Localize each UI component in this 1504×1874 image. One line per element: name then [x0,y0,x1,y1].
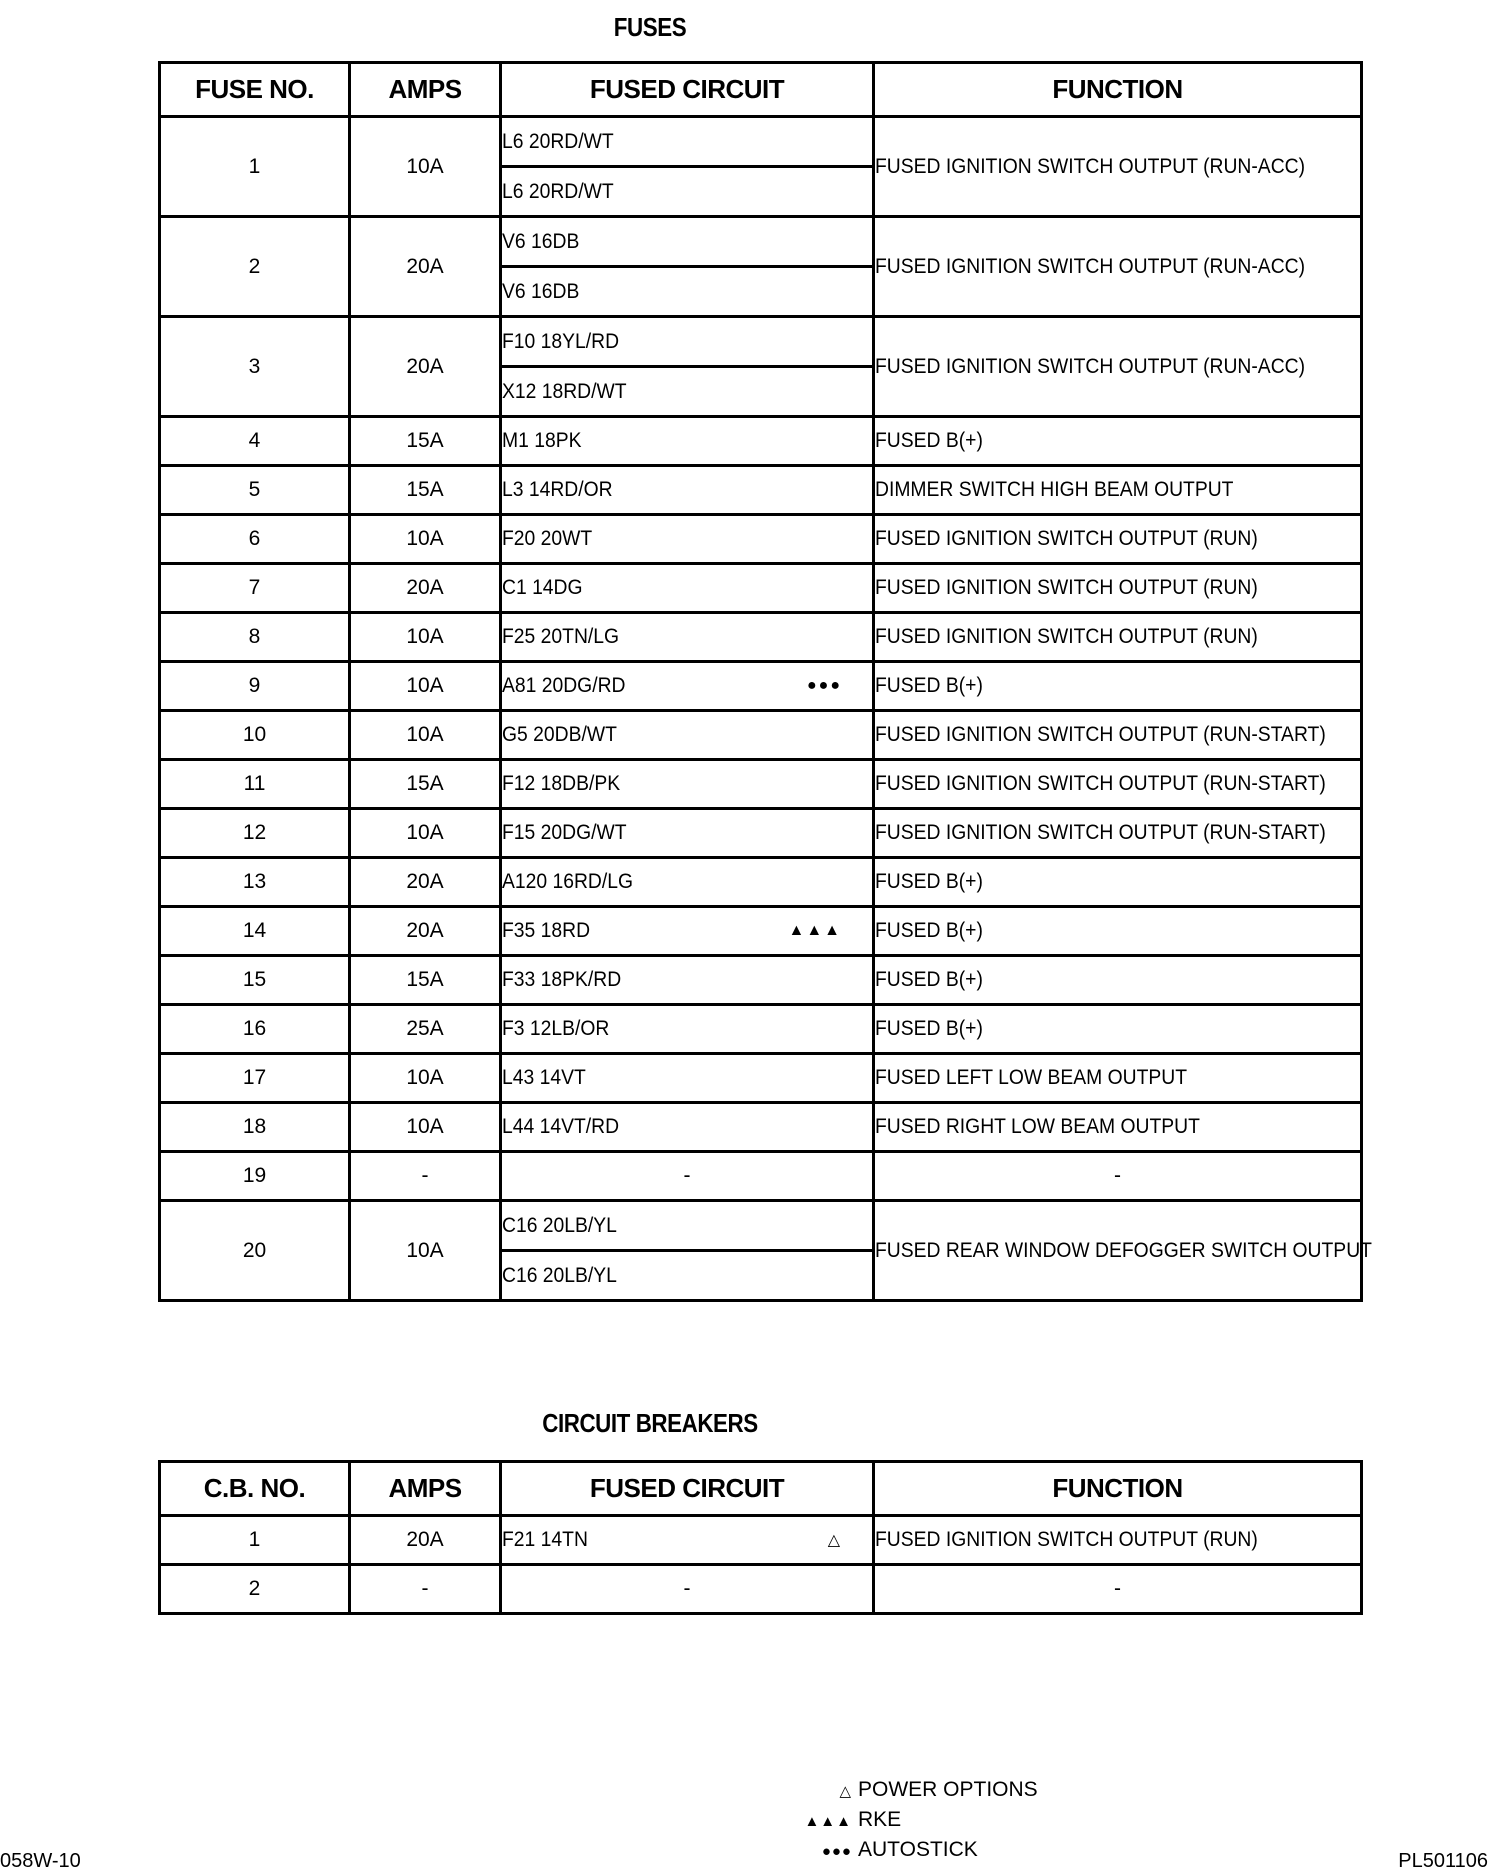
function-text: FUSED B(+) [875,1017,983,1040]
option-marker-icon: △ [827,1532,842,1549]
fused-circuit-code: X12 18RD/WT [502,379,627,403]
triple-triangle-icon: ▲▲▲ [804,1813,852,1830]
function-text: FUSED IGNITION SWITCH OUTPUT (RUN) [875,625,1258,648]
fused-circuit-cell [501,317,874,367]
function-cell [874,515,1362,564]
amps-cell: 10A [350,1201,501,1301]
function-text: DIMMER SWITCH HIGH BEAM OUTPUT [875,478,1234,501]
table-row [160,1103,1362,1152]
row-number-cell: 3 [160,317,350,417]
table-row [160,1005,1362,1054]
fused-circuit-code: M1 18PK [502,429,582,452]
table-row [160,1201,1362,1251]
fused-circuit-cell [501,1251,874,1301]
function-cell [874,1054,1362,1103]
table-row [160,809,1362,858]
table-row [160,515,1362,564]
fused-circuit-code: L3 14RD/OR [502,478,613,501]
legend-label: RKE [858,1808,902,1831]
amps-cell: 25A [350,1005,501,1054]
table-row [160,1054,1362,1103]
fused-circuit-cell [501,613,874,662]
header-fuse-no: FUSE NO. [160,63,350,117]
table-row [160,907,1362,956]
function-cell [874,564,1362,613]
amps-cell: 10A [350,809,501,858]
row-number-cell: 1 [160,1516,350,1565]
function-text: FUSED B(+) [875,870,983,893]
triangle-outline-icon: △ [839,1783,852,1800]
function-cell [874,907,1362,956]
triple-dot-icon: ●●● [821,1843,852,1860]
fused-circuit-code: F33 18PK/RD [502,968,622,991]
header-fused-circuit: FUSED CIRCUIT [501,63,874,117]
function-text: FUSED REAR WINDOW DEFOGGER SWITCH OUTPUT [875,1238,1372,1262]
row-number-cell: 4 [160,417,350,466]
fused-circuit-cell [501,711,874,760]
fused-circuit-code: V6 16DB [502,229,580,253]
amps-cell: 20A [350,317,501,417]
fused-circuit-code: C1 14DG [502,576,583,599]
table-row [160,564,1362,613]
fused-circuit-code: C16 20LB/YL [502,1213,617,1237]
function-text: FUSED IGNITION SWITCH OUTPUT (RUN) [875,527,1258,550]
row-number-cell: 18 [160,1103,350,1152]
fused-circuit-cell: - [501,1565,874,1614]
fused-circuit-cell [501,117,874,167]
fused-circuit-cell [501,267,874,317]
row-number-cell: 2 [160,1565,350,1614]
amps-cell: 15A [350,417,501,466]
header-function: FUNCTION [874,1462,1362,1516]
fused-circuit-cell [501,515,874,564]
fused-circuit-code: C16 20LB/YL [502,1263,617,1287]
fused-circuit-cell [501,809,874,858]
table-row [160,711,1362,760]
table-row [160,858,1362,907]
table-row [160,317,1362,367]
function-cell [874,1516,1362,1565]
table-row [160,417,1362,466]
amps-cell: 15A [350,956,501,1005]
function-text: FUSED IGNITION SWITCH OUTPUT (RUN-START) [875,772,1326,795]
function-text: FUSED IGNITION SWITCH OUTPUT (RUN-START) [875,821,1326,844]
header-amps: AMPS [350,63,501,117]
fused-circuit-code: F21 14TN [502,1528,588,1551]
fuse-table-body [160,117,1372,1301]
legend [800,1776,1038,1866]
fused-circuit-cell [501,167,874,217]
document-code-right: PL501106 [1398,1850,1488,1872]
function-cell [874,217,1362,317]
fuses-title: FUSES [613,12,687,42]
fused-circuit-code: V6 16DB [502,279,580,303]
circuit-breaker-table-header [160,1462,1362,1516]
fused-circuit-code: F3 12LB/OR [502,1017,610,1040]
function-text: FUSED IGNITION SWITCH OUTPUT (RUN-ACC) [875,354,1306,378]
fused-circuit-code: F10 18YL/RD [502,329,620,353]
amps-cell: - [350,1152,501,1201]
row-number-cell: 13 [160,858,350,907]
function-cell [874,1103,1362,1152]
function-text: FUSED IGNITION SWITCH OUTPUT (RUN-START) [875,723,1326,746]
function-text: FUSED IGNITION SWITCH OUTPUT (RUN-ACC) [875,154,1306,178]
table-row [160,760,1362,809]
fused-circuit-cell [501,1054,874,1103]
header-fused-circuit: FUSED CIRCUIT [501,1462,874,1516]
amps-cell: 10A [350,515,501,564]
row-number-cell: 16 [160,1005,350,1054]
fused-circuit-code: L6 20RD/WT [502,129,614,153]
fused-circuit-code: L44 14VT/RD [502,1115,620,1138]
amps-cell: 10A [350,711,501,760]
function-cell [874,760,1362,809]
header-cb-no: C.B. NO. [160,1462,350,1516]
function-text: FUSED IGNITION SWITCH OUTPUT (RUN-ACC) [875,254,1306,278]
fused-circuit-cell [501,564,874,613]
fused-circuit-code: G5 20DB/WT [502,723,617,746]
row-number-cell: 14 [160,907,350,956]
row-number-cell: 10 [160,711,350,760]
table-row [160,1516,1362,1565]
function-cell [874,1201,1372,1301]
function-text: FUSED B(+) [875,968,983,991]
row-number-cell: 7 [160,564,350,613]
fuse-table-header [160,63,1362,117]
row-number-cell: 17 [160,1054,350,1103]
amps-cell: 15A [350,760,501,809]
function-cell [874,711,1362,760]
table-row [160,956,1362,1005]
option-marker-icon: ▲▲▲ [788,922,842,939]
amps-cell: 20A [350,907,501,956]
function-text: FUSED LEFT LOW BEAM OUTPUT [875,1066,1188,1089]
fused-circuit-code: F20 20WT [502,527,593,550]
fused-circuit-code: L43 14VT [502,1066,586,1089]
fused-circuit-code: F25 20TN/LG [502,625,620,648]
circuit-breaker-table [158,1460,1363,1615]
table-row [160,117,1362,167]
row-number-cell: 12 [160,809,350,858]
fused-circuit-cell: - [501,1152,874,1201]
function-text: FUSED B(+) [875,919,983,942]
function-text: FUSED B(+) [875,674,983,697]
function-cell [874,317,1362,417]
amps-cell: 20A [350,858,501,907]
fused-circuit-code: A120 16RD/LG [502,870,634,893]
fused-circuit-code: A81 20DG/RD [502,674,626,697]
amps-cell: - [350,1565,501,1614]
fused-circuit-code: F15 20DG/WT [502,821,627,844]
fused-circuit-cell [501,662,874,711]
fused-circuit-cell [501,858,874,907]
function-cell [874,1005,1362,1054]
document-code-left: 058W-10 [0,1850,81,1872]
row-number-cell: 2 [160,217,350,317]
table-row [160,662,1362,711]
function-cell [874,117,1362,217]
fused-circuit-code: L6 20RD/WT [502,179,614,203]
header-amps: AMPS [350,1462,501,1516]
function-cell: - [874,1565,1362,1614]
option-marker-icon: ●●● [807,677,842,694]
row-number-cell: 11 [160,760,350,809]
fused-circuit-cell [501,907,874,956]
amps-cell: 20A [350,1516,501,1565]
fused-circuit-cell [501,1103,874,1152]
table-row [160,1152,1362,1201]
amps-cell: 10A [350,613,501,662]
row-number-cell: 8 [160,613,350,662]
row-number-cell: 20 [160,1201,350,1301]
function-text: FUSED B(+) [875,429,983,452]
table-row [160,466,1362,515]
function-text: FUSED RIGHT LOW BEAM OUTPUT [875,1115,1200,1138]
legend-label: POWER OPTIONS [858,1778,1038,1801]
function-text: FUSED IGNITION SWITCH OUTPUT (RUN) [875,1528,1258,1551]
row-number-cell: 9 [160,662,350,711]
amps-cell: 10A [350,1054,501,1103]
circuit-breakers-title: CIRCUIT BREAKERS [542,1408,758,1438]
legend-item-rke [800,1806,1038,1836]
fused-circuit-cell [501,417,874,466]
table-row [160,217,1362,267]
function-cell [874,466,1362,515]
legend-item-autostick [800,1836,1038,1866]
fused-circuit-cell [501,1516,874,1565]
row-number-cell: 6 [160,515,350,564]
fused-circuit-cell [501,466,874,515]
amps-cell: 10A [350,662,501,711]
row-number-cell: 19 [160,1152,350,1201]
function-cell [874,956,1362,1005]
function-cell [874,858,1362,907]
row-number-cell: 5 [160,466,350,515]
row-number-cell: 1 [160,117,350,217]
fused-circuit-cell [501,1005,874,1054]
fused-circuit-cell [501,367,874,417]
function-cell [874,417,1362,466]
fused-circuit-cell [501,760,874,809]
circuit-breaker-table-body [160,1516,1362,1614]
function-text: FUSED IGNITION SWITCH OUTPUT (RUN) [875,576,1258,599]
fused-circuit-code: F12 18DB/PK [502,772,621,795]
legend-label: AUTOSTICK [858,1838,978,1861]
amps-cell: 10A [350,117,501,217]
amps-cell: 20A [350,564,501,613]
fused-circuit-cell [501,217,874,267]
function-cell: - [874,1152,1362,1201]
header-function: FUNCTION [874,63,1362,117]
function-cell [874,809,1362,858]
legend-item-power-options [800,1776,1038,1806]
amps-cell: 15A [350,466,501,515]
function-cell [874,613,1362,662]
row-number-cell: 15 [160,956,350,1005]
fuse-table [158,61,1372,1302]
table-row [160,1565,1362,1614]
function-cell [874,662,1362,711]
table-row [160,613,1362,662]
fused-circuit-cell [501,1201,874,1251]
fused-circuit-cell [501,956,874,1005]
amps-cell: 20A [350,217,501,317]
fused-circuit-code: F35 18RD [502,919,591,942]
amps-cell: 10A [350,1103,501,1152]
